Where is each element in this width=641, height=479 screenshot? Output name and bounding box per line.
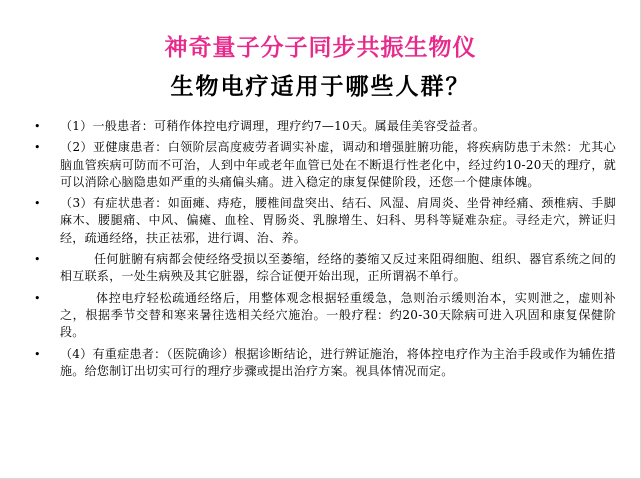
item-text: （3）有症状患者：如面瘫、痔疮，腰椎间盘突出、结石、风湿、肩周炎、坐骨神经痛、颈椎病、手脚麻木、腰腿痛、中风、偏瘫、血栓、胃肠炎、乳腺增生、妇科、男科等疑难杂症。寻经走穴，辨证归经，疏通经络，扶正祛邪，进行调、治、养。 [60,196,616,245]
item-text: （1）一般患者：可稍作体控电疗调理，理疗约7—10天。属最佳美容受益者。 [60,119,486,133]
item-text: （4）有重症患者：（医院确诊）根据诊断结论，进行辨证施治，将体控电疗作为主治手段或作为辅佐措施。给您制订出切实可行的理疗步骤或提出治疗方案。视具体情况而定。 [60,346,616,378]
item-text: 任何脏腑有病都会使经络受损以至萎缩，经络的萎缩又反过来阻碍细胞、组织、器官系统之间的相互联系，一处生病殃及其它脏器，综合证便开始出现，正所谓祸不单行。 [60,252,617,284]
bullet-icon: • [34,120,41,133]
list-item [34,195,616,247]
list-item [34,118,616,135]
slide-subtitle: 生物电疗适用于哪些人群？ [170,73,471,100]
list-item [34,290,616,342]
list-item [34,251,616,286]
bullet-icon: • [34,141,41,155]
bullet-icon: • [34,197,41,211]
list-item [34,139,616,191]
bullet-icon: • [34,347,41,361]
bullet-icon: • [34,291,41,305]
bullet-list [34,118,616,384]
slide-title: 神奇量子分子同步共振生物仪 [164,34,477,61]
list-item [34,346,616,381]
item-text: （2）亚健康患者：白领阶层高度疲劳者调实补虚，调动和增强脏腑功能，将疾病防患于未然：尤其心脑血管疾病可防而不可治，人到中年或老年血管已处在不断退行性老化中，经过约10-20天的理疗，就可以消除心脑隐患如严重的头痛偏头痛。进入稳定的康复保健阶段，还您一个健康体魄。 [60,140,616,189]
bullet-icon: • [34,253,41,267]
item-text: 体控电疗轻松疏通经络后，用整体观念根据轻重缓急，急则治示缓则治本，实则泄之，虚则补之，根据季节交替和寒来暑往选相关经穴施治。一般疗程：约20-30天除病可进入巩固和康复保健阶段。 [60,290,616,340]
